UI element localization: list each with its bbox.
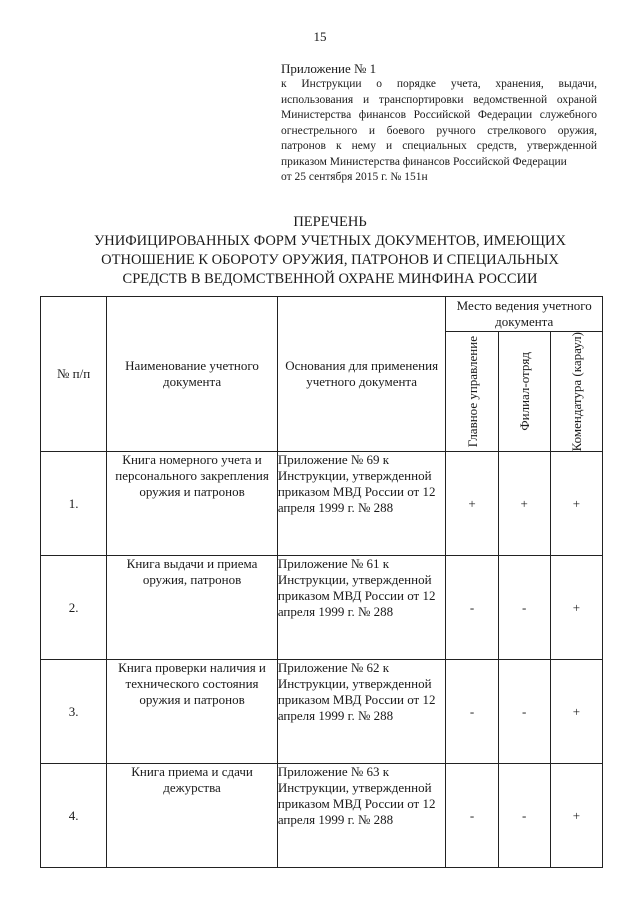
page-number: 15 <box>313 29 327 44</box>
row-num: 2. <box>41 556 107 660</box>
document-title <box>40 213 620 289</box>
appendix-date: от 25 сентября 2015 г. № 151н <box>281 171 428 183</box>
row-basis: Приложение № 62 к Инструкции, утвержденной приказом МВД России от 12 апреля 1999 г. № 288 <box>277 660 446 764</box>
table-row <box>41 764 603 868</box>
row-branch-mark: - <box>498 556 550 660</box>
appendix-body: к Инструкции о порядке учета, хранения, выдачи, использования и транспортировки ведомственной охраной Министерства финансов Российской Федерации служебного огнестрельного и боевого ручного стрелкового оружия, патронов к нему и специальных средств, утвержденной приказом Министерства финансов Российской Федерации <box>281 78 597 168</box>
row-num: 3. <box>41 660 107 764</box>
row-name: Книга номерного учета и персонального закрепления оружия и патронов <box>107 452 278 556</box>
row-basis: Приложение № 61 к Инструкции, утвержденной приказом МВД России от 12 апреля 1999 г. № 288 <box>277 556 446 660</box>
row-name: Книга проверки наличия и технического состояния оружия и патронов <box>107 660 278 764</box>
title-line-3: ОТНОШЕНИЕ К ОБОРОТУ ОРУЖИЯ, ПАТРОНОВ И СПЕЦИАЛЬНЫХ <box>101 252 559 268</box>
header-name: Наименование учетного документа <box>107 297 278 452</box>
row-num: 4. <box>41 764 107 868</box>
header-num: № п/п <box>41 297 107 452</box>
table-row <box>41 556 603 660</box>
header-branch: Филиал-отряд <box>498 332 550 452</box>
row-name: Книга выдачи и приема оружия, патронов <box>107 556 278 660</box>
row-num: 1. <box>41 452 107 556</box>
row-command-mark: + <box>550 660 602 764</box>
row-branch-mark: - <box>498 764 550 868</box>
header-basis: Основания для применения учетного документа <box>277 297 446 452</box>
row-command-mark: + <box>550 556 602 660</box>
row-main-mark: - <box>446 660 498 764</box>
row-main-mark: - <box>446 556 498 660</box>
row-main-mark: + <box>446 452 498 556</box>
row-branch-mark: + <box>498 452 550 556</box>
appendix-title: Приложение № 1 <box>281 61 377 76</box>
table-row <box>41 452 603 556</box>
row-basis: Приложение № 63 к Инструкции, утвержденной приказом МВД России от 12 апреля 1999 г. № 288 <box>277 764 446 868</box>
title-line-4: СРЕДСТВ В ВЕДОМСТВЕННОЙ ОХРАНЕ МИНФИНА РОССИИ <box>122 271 538 287</box>
forms-table <box>40 296 603 868</box>
header-main-office: Главное управление <box>446 332 498 452</box>
title-line-2: УНИФИЦИРОВАННЫХ ФОРМ УЧЕТНЫХ ДОКУМЕНТОВ, ИМЕЮЩИХ <box>94 233 566 249</box>
title-line-1: ПЕРЕЧЕНЬ <box>293 214 367 230</box>
row-main-mark: - <box>446 764 498 868</box>
row-basis: Приложение № 69 к Инструкции, утвержденной приказом МВД России от 12 апреля 1999 г. № 288 <box>277 452 446 556</box>
row-command-mark: + <box>550 452 602 556</box>
header-command: Комендатура (караул) <box>550 332 602 452</box>
row-name: Книга приема и сдачи дежурства <box>107 764 278 868</box>
row-branch-mark: - <box>498 660 550 764</box>
appendix-block <box>281 60 597 186</box>
table-row <box>41 660 603 764</box>
header-place: Место ведения учетного документа <box>446 297 603 332</box>
row-command-mark: + <box>550 764 602 868</box>
